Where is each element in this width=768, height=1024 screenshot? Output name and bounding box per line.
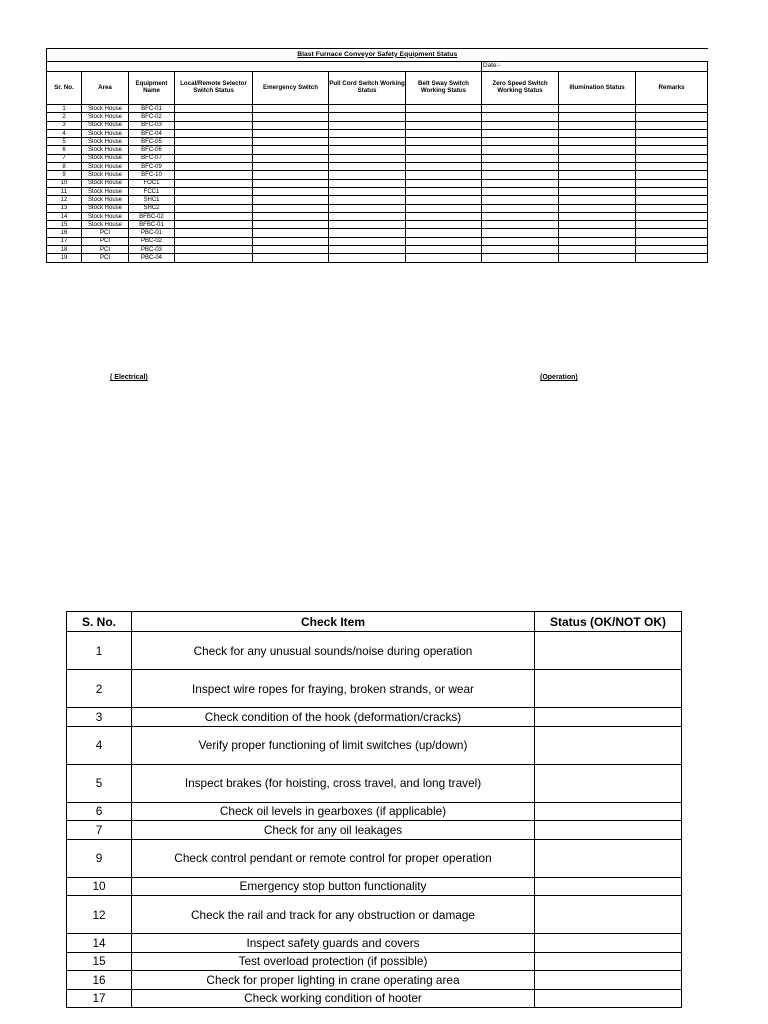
status-entry-cell[interactable] — [175, 237, 253, 245]
status-entry-cell[interactable] — [175, 113, 253, 121]
status-entry-cell[interactable] — [482, 254, 559, 262]
check-item-cell: Check control pendant or remote control for proper operation — [132, 839, 535, 877]
status-entry-cell[interactable] — [406, 179, 482, 187]
status-entry-cell[interactable] — [329, 171, 406, 179]
status-entry-cell[interactable] — [406, 246, 482, 254]
list-item — [67, 802, 682, 821]
status-entry-cell[interactable] — [253, 163, 329, 171]
status-entry-cell[interactable] — [482, 171, 559, 179]
serial-number-cell: 1 — [47, 105, 82, 113]
status-entry-cell[interactable] — [482, 196, 559, 204]
equipment-name-cell: SHC2 — [129, 204, 175, 212]
table-row — [47, 212, 708, 220]
sheet-title-cell — [47, 49, 708, 62]
list-item — [67, 670, 682, 708]
check-status-entry-cell[interactable] — [535, 821, 682, 840]
status-entry-cell[interactable] — [636, 121, 708, 129]
serial-number-cell: 11 — [47, 187, 82, 195]
serial-number-cell: 6 — [47, 146, 82, 154]
check-item-cell: Test overload protection (if possible) — [132, 952, 535, 971]
status-entry-cell[interactable] — [559, 154, 636, 162]
sheet-title: Blast Furnace Conveyor Safety Equipment Status — [297, 50, 458, 58]
equipment-name-cell: BFC-04 — [129, 129, 175, 137]
status-entry-cell[interactable] — [482, 212, 559, 220]
serial-number-cell: 13 — [47, 204, 82, 212]
serial-number-cell: 9 — [47, 171, 82, 179]
status-entry-cell[interactable] — [559, 121, 636, 129]
crane-checklist-table — [66, 611, 682, 1008]
status-entry-cell[interactable] — [636, 246, 708, 254]
check-number-cell: 7 — [67, 821, 132, 840]
area-cell: PCI — [82, 254, 129, 262]
status-entry-cell[interactable] — [406, 237, 482, 245]
check-number-cell: 10 — [67, 877, 132, 896]
status-entry-cell[interactable] — [253, 154, 329, 162]
check-item-cell: Inspect safety guards and covers — [132, 934, 535, 953]
status-entry-cell[interactable] — [559, 179, 636, 187]
status-entry-cell[interactable] — [329, 179, 406, 187]
area-cell: Stock House — [82, 196, 129, 204]
status-entry-cell[interactable] — [253, 113, 329, 121]
equipment-name-cell: PBC-01 — [129, 229, 175, 237]
status-entry-cell[interactable] — [482, 187, 559, 195]
conveyor-safety-status-table — [46, 48, 708, 263]
status-entry-cell[interactable] — [175, 187, 253, 195]
check-number-cell: 6 — [67, 802, 132, 821]
status-entry-cell[interactable] — [482, 138, 559, 146]
equipment-name-cell: BFC-02 — [129, 113, 175, 121]
status-entry-cell[interactable] — [406, 221, 482, 229]
status-entry-cell[interactable] — [559, 204, 636, 212]
serial-number-cell: 16 — [47, 229, 82, 237]
status-entry-cell[interactable] — [559, 229, 636, 237]
status-entry-cell[interactable] — [253, 246, 329, 254]
status-entry-cell[interactable] — [636, 179, 708, 187]
list-item — [67, 952, 682, 971]
status-entry-cell[interactable] — [329, 229, 406, 237]
status-entry-cell[interactable] — [329, 146, 406, 154]
sheet1-column-header: Pull Cord Switch Working Status — [329, 72, 406, 105]
list-item — [67, 971, 682, 990]
status-entry-cell[interactable] — [482, 154, 559, 162]
status-entry-cell[interactable] — [175, 246, 253, 254]
status-entry-cell[interactable] — [482, 221, 559, 229]
status-entry-cell[interactable] — [175, 221, 253, 229]
status-entry-cell[interactable] — [482, 179, 559, 187]
status-entry-cell[interactable] — [406, 163, 482, 171]
table-row — [47, 204, 708, 212]
check-status-entry-cell[interactable] — [535, 971, 682, 990]
status-entry-cell[interactable] — [559, 196, 636, 204]
check-item-cell: Emergency stop button functionality — [132, 877, 535, 896]
sheet2-column-header: Status (OK/NOT OK) — [535, 612, 682, 632]
sheet1-column-header: Illumination Status — [559, 72, 636, 105]
area-cell: Stock House — [82, 179, 129, 187]
status-entry-cell[interactable] — [329, 163, 406, 171]
status-entry-cell[interactable] — [482, 237, 559, 245]
status-entry-cell[interactable] — [253, 204, 329, 212]
check-number-cell: 16 — [67, 971, 132, 990]
sheet1-column-header: Zero Speed Switch Working Status — [482, 72, 559, 105]
check-number-cell: 2 — [67, 670, 132, 708]
equipment-name-cell: PBC-02 — [129, 237, 175, 245]
date-spacer — [47, 62, 482, 72]
table-row — [47, 105, 708, 113]
area-cell: Stock House — [82, 146, 129, 154]
sheet1-column-header: Emergency Switch — [253, 72, 329, 105]
status-entry-cell[interactable] — [329, 105, 406, 113]
status-entry-cell[interactable] — [175, 154, 253, 162]
status-entry-cell[interactable] — [175, 204, 253, 212]
serial-number-cell: 3 — [47, 121, 82, 129]
table-row — [47, 179, 708, 187]
equipment-name-cell: PBC-04 — [129, 254, 175, 262]
sheet1-column-header: Equipment Name — [129, 72, 175, 105]
equipment-name-cell: BFBC-02 — [129, 212, 175, 220]
status-entry-cell[interactable] — [636, 237, 708, 245]
serial-number-cell: 17 — [47, 237, 82, 245]
status-entry-cell[interactable] — [406, 154, 482, 162]
check-status-entry-cell[interactable] — [535, 708, 682, 727]
status-entry-cell[interactable] — [559, 237, 636, 245]
check-number-cell: 5 — [67, 764, 132, 802]
check-item-cell: Check condition of the hook (deformation/cracks) — [132, 708, 535, 727]
check-item-cell: Check the rail and track for any obstruction or damage — [132, 896, 535, 934]
status-entry-cell[interactable] — [175, 138, 253, 146]
status-entry-cell[interactable] — [329, 246, 406, 254]
status-entry-cell[interactable] — [253, 179, 329, 187]
status-entry-cell[interactable] — [406, 196, 482, 204]
area-cell: Stock House — [82, 171, 129, 179]
status-entry-cell[interactable] — [253, 138, 329, 146]
table-row — [47, 246, 708, 254]
electrical-signature-label: ( Electrical) — [110, 374, 148, 381]
status-entry-cell[interactable] — [329, 121, 406, 129]
status-entry-cell[interactable] — [636, 212, 708, 220]
status-entry-cell[interactable] — [175, 196, 253, 204]
check-item-cell: Inspect wire ropes for fraying, broken strands, or wear — [132, 670, 535, 708]
status-entry-cell[interactable] — [482, 204, 559, 212]
check-item-cell: Check oil levels in gearboxes (if applicable) — [132, 802, 535, 821]
list-item — [67, 821, 682, 840]
check-number-cell: 17 — [67, 989, 132, 1008]
status-entry-cell[interactable] — [329, 196, 406, 204]
status-entry-cell[interactable] — [175, 212, 253, 220]
status-entry-cell[interactable] — [253, 196, 329, 204]
equipment-name-cell: BFC-05 — [129, 138, 175, 146]
status-entry-cell[interactable] — [559, 246, 636, 254]
status-entry-cell[interactable] — [329, 221, 406, 229]
sheet1-column-header: Area — [82, 72, 129, 105]
sheet1-body — [47, 105, 708, 263]
status-entry-cell[interactable] — [559, 105, 636, 113]
check-status-entry-cell[interactable] — [535, 952, 682, 971]
table-row — [47, 129, 708, 137]
status-entry-cell[interactable] — [482, 105, 559, 113]
area-cell: Stock House — [82, 138, 129, 146]
status-entry-cell[interactable] — [253, 212, 329, 220]
equipment-name-cell: PBC-03 — [129, 246, 175, 254]
status-entry-cell[interactable] — [329, 154, 406, 162]
table-row — [47, 221, 708, 229]
status-entry-cell[interactable] — [253, 237, 329, 245]
area-cell: Stock House — [82, 163, 129, 171]
list-item — [67, 989, 682, 1008]
check-status-entry-cell[interactable] — [535, 764, 682, 802]
area-cell: Stock House — [82, 105, 129, 113]
serial-number-cell: 8 — [47, 163, 82, 171]
status-entry-cell[interactable] — [406, 113, 482, 121]
serial-number-cell: 5 — [47, 138, 82, 146]
status-entry-cell[interactable] — [329, 204, 406, 212]
status-entry-cell[interactable] — [406, 254, 482, 262]
sheet2-header-row — [67, 612, 682, 632]
table-row — [47, 237, 708, 245]
status-entry-cell[interactable] — [406, 146, 482, 154]
status-entry-cell[interactable] — [329, 113, 406, 121]
status-entry-cell[interactable] — [329, 254, 406, 262]
status-entry-cell[interactable] — [175, 146, 253, 154]
area-cell: Stock House — [82, 212, 129, 220]
table-row — [47, 154, 708, 162]
equipment-name-cell: BFBC-01 — [129, 221, 175, 229]
status-entry-cell[interactable] — [253, 129, 329, 137]
list-item — [67, 934, 682, 953]
status-entry-cell[interactable] — [482, 163, 559, 171]
check-number-cell: 15 — [67, 952, 132, 971]
serial-number-cell: 10 — [47, 179, 82, 187]
status-entry-cell[interactable] — [329, 187, 406, 195]
table-row — [47, 171, 708, 179]
list-item — [67, 896, 682, 934]
table-row — [47, 163, 708, 171]
check-item-cell: Inspect brakes (for hoisting, cross travel, and long travel) — [132, 764, 535, 802]
serial-number-cell: 4 — [47, 129, 82, 137]
operation-signature-label: (Operation) — [540, 374, 578, 381]
area-cell: Stock House — [82, 113, 129, 121]
area-cell: PCI — [82, 246, 129, 254]
equipment-name-cell: BFC-03 — [129, 121, 175, 129]
status-entry-cell[interactable] — [559, 221, 636, 229]
status-entry-cell[interactable] — [329, 138, 406, 146]
status-entry-cell[interactable] — [406, 212, 482, 220]
status-entry-cell[interactable] — [636, 105, 708, 113]
table-row — [47, 146, 708, 154]
status-entry-cell[interactable] — [406, 204, 482, 212]
list-item — [67, 839, 682, 877]
check-item-cell: Check for any oil leakages — [132, 821, 535, 840]
equipment-name-cell: BFC-07 — [129, 154, 175, 162]
status-entry-cell[interactable] — [175, 229, 253, 237]
area-cell: Stock House — [82, 187, 129, 195]
equipment-name-cell: FOC1 — [129, 179, 175, 187]
equipment-name-cell: SHC1 — [129, 196, 175, 204]
check-status-entry-cell[interactable] — [535, 802, 682, 821]
status-entry-cell[interactable] — [636, 254, 708, 262]
date-label[interactable]: Date:- — [482, 62, 708, 72]
status-entry-cell[interactable] — [406, 121, 482, 129]
status-entry-cell[interactable] — [175, 171, 253, 179]
status-entry-cell[interactable] — [559, 138, 636, 146]
list-item — [67, 764, 682, 802]
table-row — [47, 121, 708, 129]
status-entry-cell[interactable] — [559, 187, 636, 195]
sheet1-column-header: Belt Sway Switch Working Status — [406, 72, 482, 105]
status-entry-cell[interactable] — [559, 171, 636, 179]
list-item — [67, 708, 682, 727]
check-item-cell: Verify proper functioning of limit switches (up/down) — [132, 726, 535, 764]
status-entry-cell[interactable] — [175, 179, 253, 187]
sheet1-column-header: Sr. No. — [47, 72, 82, 105]
status-entry-cell[interactable] — [329, 212, 406, 220]
check-status-entry-cell[interactable] — [535, 877, 682, 896]
status-entry-cell[interactable] — [482, 129, 559, 137]
status-entry-cell[interactable] — [406, 229, 482, 237]
table-row — [47, 196, 708, 204]
list-item — [67, 632, 682, 670]
status-entry-cell[interactable] — [253, 171, 329, 179]
area-cell: Stock House — [82, 121, 129, 129]
status-entry-cell[interactable] — [253, 229, 329, 237]
status-entry-cell[interactable] — [329, 129, 406, 137]
status-entry-cell[interactable] — [253, 105, 329, 113]
status-entry-cell[interactable] — [406, 105, 482, 113]
check-status-entry-cell[interactable] — [535, 896, 682, 934]
area-cell: Stock House — [82, 221, 129, 229]
status-entry-cell[interactable] — [636, 229, 708, 237]
status-entry-cell[interactable] — [406, 187, 482, 195]
equipment-name-cell: BFC-10 — [129, 171, 175, 179]
check-status-entry-cell[interactable] — [535, 632, 682, 670]
check-status-entry-cell[interactable] — [535, 839, 682, 877]
status-entry-cell[interactable] — [559, 129, 636, 137]
area-cell: PCI — [82, 229, 129, 237]
check-status-entry-cell[interactable] — [535, 989, 682, 1008]
area-cell: PCI — [82, 237, 129, 245]
status-entry-cell[interactable] — [175, 254, 253, 262]
equipment-name-cell: BFC-09 — [129, 163, 175, 171]
status-entry-cell[interactable] — [406, 171, 482, 179]
status-entry-cell[interactable] — [253, 254, 329, 262]
sheet2-column-header: S. No. — [67, 612, 132, 632]
sheet2-body — [67, 632, 682, 1008]
check-item-cell: Check for any unusual sounds/noise during operation — [132, 632, 535, 670]
status-entry-cell[interactable] — [329, 237, 406, 245]
table-row — [47, 254, 708, 262]
status-entry-cell[interactable] — [482, 146, 559, 154]
check-status-entry-cell[interactable] — [535, 726, 682, 764]
check-item-cell: Check for proper lighting in crane operating area — [132, 971, 535, 990]
table-row — [47, 113, 708, 121]
check-status-entry-cell[interactable] — [535, 670, 682, 708]
status-entry-cell[interactable] — [636, 129, 708, 137]
area-cell: Stock House — [82, 129, 129, 137]
equipment-name-cell: FCC1 — [129, 187, 175, 195]
status-entry-cell[interactable] — [406, 138, 482, 146]
status-entry-cell[interactable] — [636, 221, 708, 229]
area-cell: Stock House — [82, 154, 129, 162]
check-number-cell: 12 — [67, 896, 132, 934]
status-entry-cell[interactable] — [636, 154, 708, 162]
check-number-cell: 3 — [67, 708, 132, 727]
check-number-cell: 4 — [67, 726, 132, 764]
serial-number-cell: 12 — [47, 196, 82, 204]
serial-number-cell: 14 — [47, 212, 82, 220]
list-item — [67, 877, 682, 896]
status-entry-cell[interactable] — [559, 163, 636, 171]
serial-number-cell: 19 — [47, 254, 82, 262]
check-number-cell: 14 — [67, 934, 132, 953]
check-status-entry-cell[interactable] — [535, 934, 682, 953]
check-number-cell: 9 — [67, 839, 132, 877]
sheet1-column-header: Remarks — [636, 72, 708, 105]
status-entry-cell[interactable] — [636, 138, 708, 146]
status-entry-cell[interactable] — [636, 113, 708, 121]
check-number-cell: 1 — [67, 632, 132, 670]
table-row — [47, 187, 708, 195]
status-entry-cell[interactable] — [636, 171, 708, 179]
status-entry-cell[interactable] — [253, 121, 329, 129]
sheet2-column-header: Check Item — [132, 612, 535, 632]
status-entry-cell[interactable] — [406, 129, 482, 137]
sheet1-header-row — [47, 72, 708, 105]
table-row — [47, 138, 708, 146]
status-entry-cell[interactable] — [175, 105, 253, 113]
status-entry-cell[interactable] — [175, 129, 253, 137]
serial-number-cell: 18 — [47, 246, 82, 254]
list-item — [67, 726, 682, 764]
status-entry-cell[interactable] — [253, 146, 329, 154]
status-entry-cell[interactable] — [253, 221, 329, 229]
status-entry-cell[interactable] — [482, 246, 559, 254]
sheet1-column-header: Local/Remote Selector Switch Status — [175, 72, 253, 105]
status-entry-cell[interactable] — [482, 229, 559, 237]
equipment-name-cell: BFC-06 — [129, 146, 175, 154]
serial-number-cell: 7 — [47, 154, 82, 162]
table-row — [47, 229, 708, 237]
status-entry-cell[interactable] — [636, 196, 708, 204]
status-entry-cell[interactable] — [559, 212, 636, 220]
status-entry-cell[interactable] — [482, 121, 559, 129]
status-entry-cell[interactable] — [175, 121, 253, 129]
check-item-cell: Check working condition of hooter — [132, 989, 535, 1008]
equipment-name-cell: BFC-01 — [129, 105, 175, 113]
status-entry-cell[interactable] — [636, 163, 708, 171]
serial-number-cell: 15 — [47, 221, 82, 229]
status-entry-cell[interactable] — [636, 204, 708, 212]
status-entry-cell[interactable] — [559, 146, 636, 154]
serial-number-cell: 2 — [47, 113, 82, 121]
status-entry-cell[interactable] — [482, 113, 559, 121]
status-entry-cell[interactable] — [559, 254, 636, 262]
status-entry-cell[interactable] — [175, 163, 253, 171]
status-entry-cell[interactable] — [559, 113, 636, 121]
area-cell: Stock House — [82, 204, 129, 212]
status-entry-cell[interactable] — [253, 187, 329, 195]
status-entry-cell[interactable] — [636, 187, 708, 195]
status-entry-cell[interactable] — [636, 146, 708, 154]
